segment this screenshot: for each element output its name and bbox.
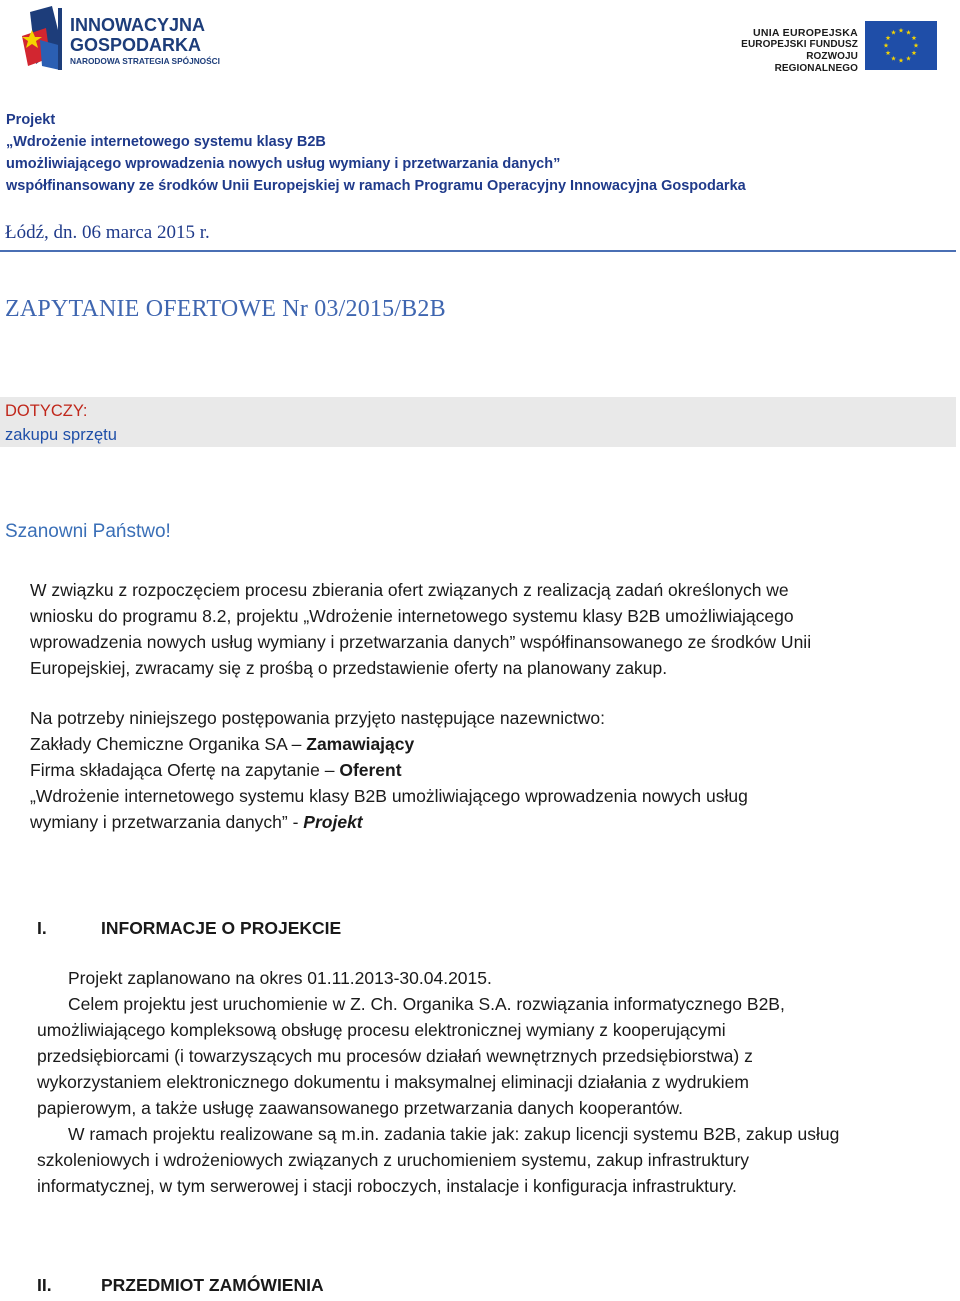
- eu-logo-text: [730, 27, 858, 75]
- project-line: umożliwiającego wprowadzenia nowych usług wymiany i przetwarzania danych”: [6, 156, 561, 172]
- subject-value: zakupu sprzętu: [5, 426, 117, 444]
- eu-flag-icon: [865, 21, 937, 70]
- paragraph-line: umożliwiającego kompleksową obsługę procesu elektronicznej wymiany z kooperującymi: [37, 1020, 726, 1040]
- paragraph-line: Celem projektu jest uruchomienie w Z. Ch. Organika S.A. rozwiązania informatycznego B2B,: [68, 994, 785, 1014]
- subject-label: DOTYCZY:: [5, 402, 88, 420]
- project-line: Projekt: [6, 112, 56, 128]
- logo-line-2: GOSPODARKA: [70, 35, 202, 55]
- section-heading-1: [37, 918, 537, 944]
- paragraph-line: wniosku do programu 8.2, projektu „Wdrożenie internetowego systemu klasy B2B umożliwiającego: [30, 606, 794, 626]
- section-heading-2: [37, 1275, 537, 1301]
- flag-emblem-icon: [22, 6, 232, 72]
- eu-text-line-2: EUROPEJSKI FUNDUSZ: [741, 39, 858, 50]
- paragraph-line: W związku z rozpoczęciem procesu zbierania ofert związanych z realizacją zadań określonych we: [30, 580, 789, 600]
- paragraph-line: W ramach projektu realizowane są m.in. zadania takie jak: zakup licencji systemu B2B, zakup usług: [68, 1124, 840, 1144]
- logo-line-1: INNOWACYJNA: [70, 15, 206, 35]
- section-title: INFORMACJE O PROJEKCIE: [101, 918, 342, 938]
- project-term: Projekt: [303, 812, 363, 832]
- section-number: I.: [37, 918, 47, 938]
- project-header: [6, 109, 946, 197]
- greeting: Szanowni Państwo!: [5, 521, 171, 542]
- ordering-party-term: Zamawiający: [306, 734, 415, 754]
- paragraph-line: Na potrzeby niniejszego postępowania przyjęto następujące nazewnictwo:: [30, 708, 605, 728]
- subject-box: [0, 397, 956, 447]
- nomenclature-paragraph: [30, 705, 748, 835]
- document-date: Łódź, dn. 06 marca 2015 r.: [5, 222, 210, 243]
- project-text: wymiany i przetwarzania danych” -: [30, 812, 304, 832]
- project-info-paragraph: [37, 965, 839, 1199]
- paragraph-line: Europejskiej, zwracamy się z prośbą o przedstawienie oferty na planowany zakup.: [30, 658, 668, 678]
- eu-text-line-1: UNIA EUROPEJSKA: [752, 27, 858, 39]
- paragraph-line: przedsiębiorcami (i towarzyszących mu procesów działań wewnętrznych przedsiębiorstwa) z: [37, 1046, 753, 1066]
- paragraph-line: [30, 731, 748, 757]
- header-divider: [0, 250, 956, 252]
- paragraph-line: szkoleniowych i wdrożeniowych związanych z uruchomieniem systemu, zakup infrastruktury: [37, 1150, 749, 1170]
- paragraph-line: Projekt zaplanowano na okres 01.11.2013-30.04.2015.: [68, 968, 492, 988]
- paragraph-line: informatycznej, w tym serwerowej i stacji roboczych, instalacje i konfiguracja infrastruktury.: [37, 1176, 737, 1196]
- project-line: współfinansowany ze środków Unii Europejskiej w ramach Programu Operacyjny Innowacyjna Gospodarka: [6, 178, 746, 194]
- paragraph-line: [30, 757, 748, 783]
- section-title: PRZEDMIOT ZAMÓWIENIA: [101, 1275, 324, 1295]
- bidder-term: Oferent: [339, 760, 402, 780]
- paragraph-line: wprowadzenia nowych usług wymiany i przetwarzania danych” współfinansowanego ze środków Unii: [30, 632, 812, 652]
- paragraph-line: [30, 809, 748, 835]
- intro-paragraph: [30, 577, 811, 681]
- paragraph-line: „Wdrożenie internetowego systemu klasy B2B umożliwiającego wprowadzenia nowych usług: [30, 786, 748, 806]
- bidder-text: Firma składająca Ofertę na zapytanie –: [30, 760, 340, 780]
- project-line: „Wdrożenie internetowego systemu klasy B2B: [6, 134, 326, 150]
- paragraph-line: papierowym, a także usługę zaawansowanego przetwarzania danych kooperantów.: [37, 1098, 683, 1118]
- logo-line-3: NARODOWA STRATEGIA SPÓJNOŚCI: [70, 56, 220, 66]
- ordering-party-text: Zakłady Chemiczne Organika SA –: [30, 734, 307, 754]
- section-number: II.: [37, 1275, 52, 1295]
- eu-text-line-3: ROZWOJU REGIONALNEGO: [774, 51, 858, 74]
- innowacyjna-gospodarka-logo: [22, 6, 232, 72]
- document-title: ZAPYTANIE OFERTOWE Nr 03/2015/B2B: [5, 296, 446, 322]
- paragraph-line: wykorzystaniem elektronicznego dokumentu i maksymalnej eliminacji działania z wydrukiem: [37, 1072, 749, 1092]
